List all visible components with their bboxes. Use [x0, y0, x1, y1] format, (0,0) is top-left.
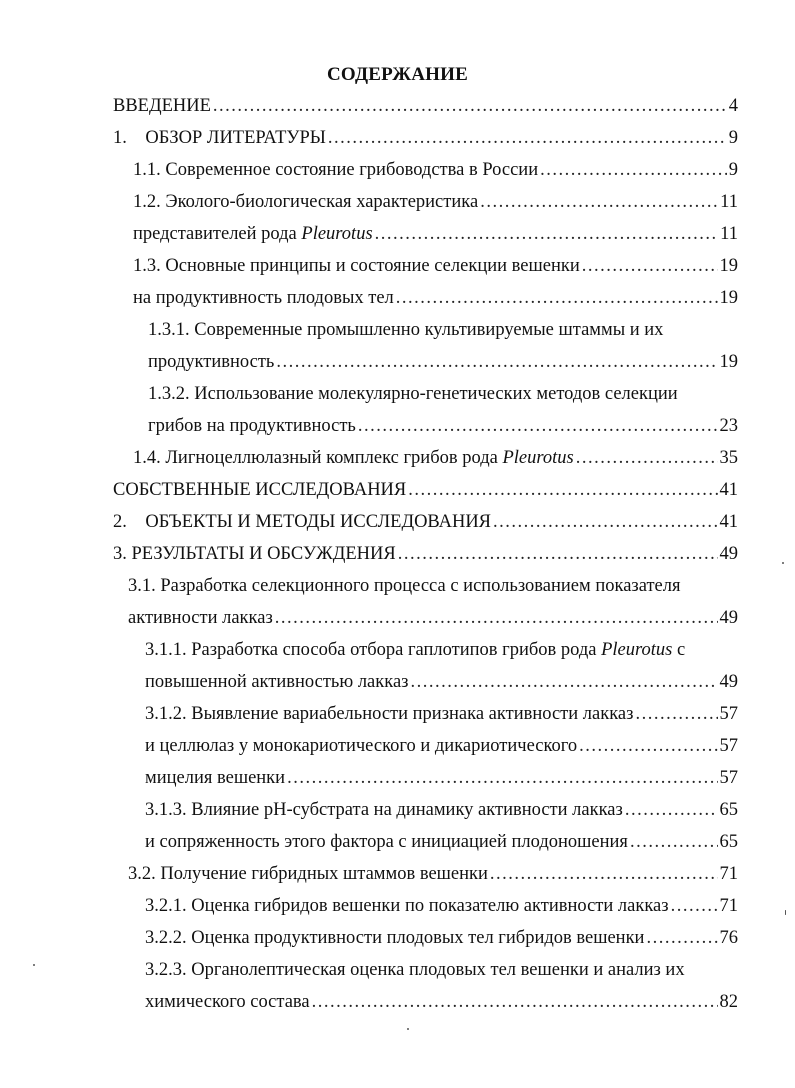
- toc-entry-text: и целлюлаз у монокариотического и дикариотического: [145, 736, 578, 756]
- toc-entry-text: 3.2.2. Оценка продуктивности плодовых тел гибридов вешенки: [145, 928, 645, 948]
- toc-entry-text: 1.1. Современное состояние грибоводства в России: [133, 160, 539, 180]
- toc-entry-text: мицелия вешенки: [145, 768, 286, 788]
- toc-page-number: 49: [719, 608, 738, 628]
- toc-entry-text: представителей рода Pleurotus: [133, 224, 373, 244]
- toc-entry-text: 3. РЕЗУЛЬТАТЫ И ОБСУЖДЕНИЯ: [113, 544, 396, 564]
- toc-entry-3-2[interactable]: [128, 862, 738, 886]
- toc-page-number: 82: [719, 992, 738, 1012]
- toc-page-number: 23: [719, 416, 738, 436]
- toc-page-number: 57: [719, 768, 738, 788]
- toc-entry-text: 1.4. Лигноцеллюлазный комплекс грибов рода Pleurotus: [133, 448, 574, 468]
- leader-dots: [408, 478, 717, 502]
- leader-dots: [630, 830, 718, 854]
- toc-entry-3-1-1-cont[interactable]: [145, 670, 738, 694]
- leader-dots: [328, 126, 727, 150]
- toc-entry-text: повышенной активностью лакказ: [145, 672, 409, 692]
- toc-entry-text: 1.3. Основные принципы и состояние селекции вешенки: [133, 256, 580, 276]
- toc-entry-text: ВВЕДЕНИЕ: [113, 96, 211, 116]
- leader-dots: [480, 190, 718, 214]
- leader-dots: [646, 926, 717, 950]
- toc-page-number: 57: [719, 736, 738, 756]
- toc-entry-text: химического состава: [145, 992, 310, 1012]
- toc-entry-text: 1.3.1. Современные промышленно культивируемые штаммы и их: [148, 320, 664, 340]
- leader-dots: [540, 158, 727, 182]
- toc-entry-3-1-2[interactable]: [145, 702, 738, 726]
- toc-entry-1-1[interactable]: [133, 158, 738, 182]
- toc-entry-3-1-1[interactable]: [145, 638, 738, 662]
- leader-dots: [312, 990, 718, 1014]
- toc-page-number: 11: [720, 224, 738, 244]
- leader-dots: [671, 894, 718, 918]
- toc-entry-text: 2. ОБЪЕКТЫ И МЕТОДЫ ИССЛЕДОВАНИЯ: [113, 512, 492, 532]
- toc-page-number: 57: [719, 704, 738, 724]
- toc-entry-3-2-3-cont[interactable]: [145, 990, 738, 1014]
- toc-entry-1-3-cont[interactable]: [133, 286, 738, 310]
- leader-dots: [275, 606, 718, 630]
- page-title: СОДЕРЖАНИЕ: [327, 64, 468, 85]
- toc-entry-text: 3.1.3. Влияние pH-субстрата на динамику активности лакказ: [145, 800, 623, 820]
- toc-entry-3-2-3[interactable]: [145, 958, 738, 982]
- genus-name: Pleurotus: [601, 640, 673, 660]
- leader-dots: [625, 798, 718, 822]
- leader-dots: [490, 862, 718, 886]
- toc-entry-3-1-cont[interactable]: [128, 606, 738, 630]
- toc-entry-text: 1. ОБЗОР ЛИТЕРАТУРЫ: [113, 128, 326, 148]
- toc-page-number: 11: [720, 192, 738, 212]
- toc-entry-own-research[interactable]: [113, 478, 738, 502]
- toc-page-number: 71: [719, 864, 738, 884]
- toc-page-number: 65: [719, 800, 738, 820]
- toc-entry-1-3-2-cont[interactable]: [148, 414, 738, 438]
- toc-entry-1-3[interactable]: [133, 254, 738, 278]
- toc-page-number: 49: [719, 544, 738, 564]
- toc-entry-3-1[interactable]: [128, 574, 738, 598]
- toc-page-number: 41: [719, 480, 738, 500]
- toc-entry-text: активности лакказ: [128, 608, 273, 628]
- toc-entry-text: на продуктивность плодовых тел: [133, 288, 394, 308]
- toc-entry-objects-methods[interactable]: [113, 510, 738, 534]
- toc-entry-text: 3.2.1. Оценка гибридов вешенки по показателю активности лакказ: [145, 896, 669, 916]
- scan-speck: [782, 562, 784, 564]
- leader-dots: [375, 222, 719, 246]
- toc-page-number: 71: [719, 896, 738, 916]
- scan-speck: [785, 910, 786, 915]
- toc-entry-introduction[interactable]: [113, 94, 738, 118]
- toc-entry-3-1-3-cont[interactable]: [145, 830, 738, 854]
- toc-entry-text: 1.3.2. Использование молекулярно-генетических методов селекции: [148, 384, 678, 404]
- toc-entry-3-1-3[interactable]: [145, 798, 738, 822]
- toc-page-number: 49: [719, 672, 738, 692]
- toc-entry-text: 3.1.2. Выявление вариабельности признака активности лакказ: [145, 704, 634, 724]
- toc-entry-1-4[interactable]: [133, 446, 738, 470]
- toc-entry-text: грибов на продуктивность: [148, 416, 356, 436]
- toc-entry-3-1-2-cont2[interactable]: [145, 766, 738, 790]
- toc-page-number: 41: [719, 512, 738, 532]
- toc-page-number: 19: [719, 352, 738, 372]
- toc-entry-text: 1.2. Эколого-биологическая характеристика: [133, 192, 479, 212]
- leader-dots: [493, 510, 717, 534]
- toc-entry-text: 3.1. Разработка селекционного процесса с использованием показателя: [128, 576, 681, 596]
- toc-page-number: 19: [719, 288, 738, 308]
- toc-entry-1-3-2[interactable]: [148, 382, 738, 406]
- toc-entry-text: 3.1.1. Разработка способа отбора гаплотипов грибов рода Pleurotus с: [145, 640, 686, 660]
- leader-dots: [576, 446, 718, 470]
- toc-page-number: 4: [728, 96, 738, 116]
- toc-entry-1-3-1-cont[interactable]: [148, 350, 738, 374]
- genus-name: Pleurotus: [502, 448, 574, 468]
- toc-entry-3-2-1[interactable]: [145, 894, 738, 918]
- toc-entry-text: 3.2. Получение гибридных штаммов вешенки: [128, 864, 488, 884]
- toc-entry-text: 3.2.3. Органолептическая оценка плодовых тел вешенки и анализ их: [145, 960, 685, 980]
- toc-page-number: 9: [728, 160, 738, 180]
- toc-entry-1-2[interactable]: [133, 190, 738, 214]
- toc-entry-results[interactable]: [113, 542, 738, 566]
- toc-page-number: 65: [719, 832, 738, 852]
- scan-speck: [33, 964, 35, 966]
- leader-dots: [582, 254, 718, 278]
- leader-dots: [396, 286, 718, 310]
- leader-dots: [579, 734, 717, 758]
- toc-entry-3-2-2[interactable]: [145, 926, 738, 950]
- toc-entry-3-1-2-cont[interactable]: [145, 734, 738, 758]
- toc-page-number: 35: [719, 448, 738, 468]
- toc-entry-text: СОБСТВЕННЫЕ ИССЛЕДОВАНИЯ: [113, 480, 407, 500]
- leader-dots: [635, 702, 717, 726]
- leader-dots: [358, 414, 718, 438]
- toc-entry-literature-review[interactable]: [113, 126, 738, 150]
- genus-name: Pleurotus: [301, 224, 373, 244]
- toc-entry-text: и сопряженность этого фактора с инициацией плодоношения: [145, 832, 628, 852]
- scan-speck: [407, 1028, 409, 1030]
- toc-page-number: 9: [728, 128, 738, 148]
- leader-dots: [276, 350, 717, 374]
- leader-dots: [213, 94, 727, 118]
- toc-entry-1-3-1[interactable]: [148, 318, 738, 342]
- leader-dots: [398, 542, 718, 566]
- leader-dots: [287, 766, 717, 790]
- toc-page-number: 76: [719, 928, 738, 948]
- toc-entry-text: продуктивность: [148, 352, 275, 372]
- toc-page-number: 19: [719, 256, 738, 276]
- leader-dots: [410, 670, 717, 694]
- toc-entry-1-2-cont[interactable]: [133, 222, 738, 246]
